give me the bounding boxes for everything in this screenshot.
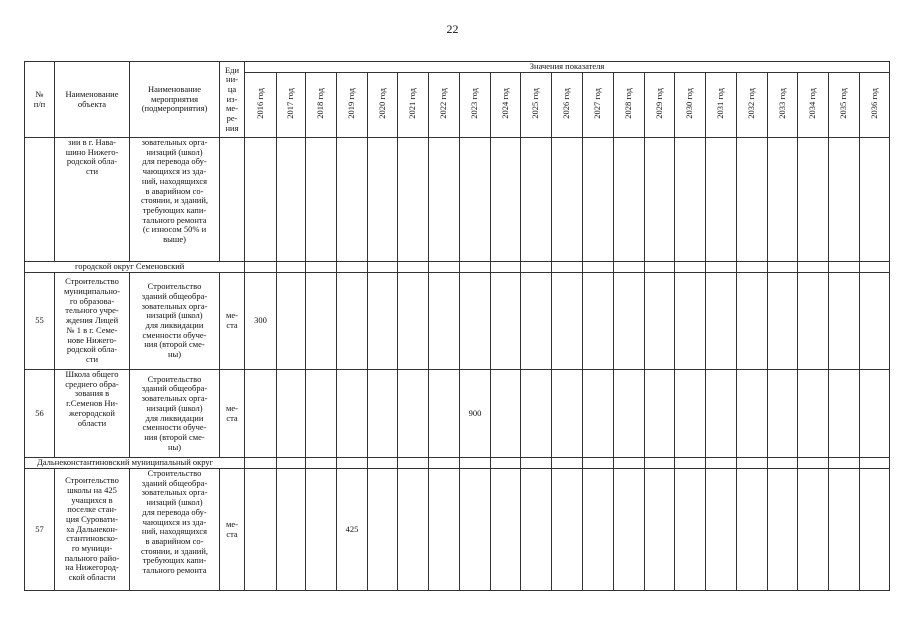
value-cell xyxy=(675,138,706,262)
value-cell xyxy=(306,138,337,262)
value-cell xyxy=(398,469,429,591)
value-cell xyxy=(429,458,460,469)
value-cell xyxy=(337,370,368,458)
value-cell xyxy=(460,458,491,469)
value-cell xyxy=(614,273,645,370)
year-label: 2030 год xyxy=(684,88,695,120)
year-label: 2031 год xyxy=(715,88,726,120)
year-label: 2026 год xyxy=(561,88,572,120)
value-cell xyxy=(491,458,521,469)
row-unit: ме- ста xyxy=(220,370,245,458)
value-cell xyxy=(491,370,521,458)
value-cell xyxy=(798,458,829,469)
row-object: Школа общего среднего обра- зования в г.Семенов Ни- жегородской области xyxy=(55,370,130,458)
value-cell xyxy=(245,138,277,262)
value-cell xyxy=(429,370,460,458)
value-cell xyxy=(737,273,768,370)
year-label: 2016 год xyxy=(254,88,265,120)
value-cell xyxy=(706,273,737,370)
year-header xyxy=(460,73,491,138)
year-header xyxy=(829,73,860,138)
value-cell xyxy=(460,469,491,591)
year-header xyxy=(337,73,368,138)
value-cell xyxy=(614,469,645,591)
value-cell xyxy=(429,262,460,273)
year-label: 2033 год xyxy=(776,88,787,120)
value-cell xyxy=(706,458,737,469)
value-cell xyxy=(829,370,860,458)
value-cell xyxy=(798,262,829,273)
value-cell xyxy=(398,262,429,273)
row-num: 55 xyxy=(25,273,55,370)
year-label: 2018 год xyxy=(315,88,326,120)
value-cell xyxy=(368,262,398,273)
year-header xyxy=(645,73,675,138)
value-cell: 425 xyxy=(337,469,368,591)
value-cell xyxy=(583,458,614,469)
header-measure: Наименование мероприятия (подмероприятия) xyxy=(130,62,220,138)
value-cell xyxy=(860,370,890,458)
value-cell xyxy=(306,458,337,469)
header-values: Значения показателя xyxy=(245,62,890,73)
year-label: 2029 год xyxy=(653,88,664,120)
value-cell xyxy=(706,469,737,591)
value-cell xyxy=(277,458,306,469)
value-cell xyxy=(614,262,645,273)
value-cell xyxy=(552,458,583,469)
year-label: 2034 год xyxy=(807,88,818,120)
row-num: 57 xyxy=(25,469,55,591)
value-cell xyxy=(645,138,675,262)
value-cell xyxy=(460,138,491,262)
indicator-table xyxy=(24,61,890,591)
table-row xyxy=(25,370,890,458)
value-cell xyxy=(798,138,829,262)
section-title: городской округ Семеновский xyxy=(25,262,245,273)
value-cell xyxy=(398,138,429,262)
value-cell xyxy=(277,273,306,370)
row-object: Строительство муниципально- го образова- тельного учре- ждения Лицей № 1 в г. Семе- нове Нижего- родской обла- сти xyxy=(55,273,130,370)
value-cell xyxy=(398,273,429,370)
value-cell xyxy=(368,458,398,469)
year-label: 2027 год xyxy=(592,88,603,120)
value-cell xyxy=(675,469,706,591)
year-label: 2020 год xyxy=(376,88,387,120)
year-label: 2028 год xyxy=(623,88,634,120)
value-cell xyxy=(829,458,860,469)
section-row-dalnekonst xyxy=(25,458,890,469)
value-cell xyxy=(583,370,614,458)
value-cell xyxy=(491,138,521,262)
value-cell xyxy=(552,262,583,273)
year-header xyxy=(521,73,552,138)
value-cell xyxy=(277,138,306,262)
section-row-semenov xyxy=(25,262,890,273)
continuation-row xyxy=(25,138,890,262)
value-cell xyxy=(798,273,829,370)
value-cell xyxy=(614,458,645,469)
value-cell xyxy=(337,138,368,262)
value-cell xyxy=(645,262,675,273)
value-cell xyxy=(737,262,768,273)
year-label: 2019 год xyxy=(346,88,357,120)
value-cell xyxy=(552,138,583,262)
value-cell xyxy=(491,273,521,370)
value-cell xyxy=(306,370,337,458)
header-num: № п/п xyxy=(25,62,55,138)
value-cell xyxy=(429,469,460,591)
value-cell xyxy=(552,273,583,370)
year-label: 2035 год xyxy=(838,88,849,120)
row-unit: ме- ста xyxy=(220,273,245,370)
value-cell xyxy=(860,262,890,273)
continuation-num xyxy=(25,138,55,262)
value-cell xyxy=(706,138,737,262)
year-label: 2023 год xyxy=(469,88,480,120)
value-cell xyxy=(675,273,706,370)
value-cell xyxy=(583,262,614,273)
value-cell xyxy=(706,370,737,458)
value-cell xyxy=(583,273,614,370)
value-cell xyxy=(829,262,860,273)
value-cell xyxy=(337,273,368,370)
year-header xyxy=(277,73,306,138)
value-cell: 300 xyxy=(245,273,277,370)
value-cell xyxy=(429,273,460,370)
value-cell xyxy=(368,273,398,370)
value-cell xyxy=(737,138,768,262)
continuation-object: зии в г. Нава- шино Нижего- родской обла- сти xyxy=(55,138,130,262)
value-cell xyxy=(737,458,768,469)
value-cell xyxy=(860,458,890,469)
value-cell xyxy=(645,458,675,469)
value-cell xyxy=(337,262,368,273)
value-cell xyxy=(245,262,277,273)
value-cell xyxy=(491,469,521,591)
value-cell xyxy=(460,262,491,273)
year-label: 2025 год xyxy=(530,88,541,120)
row-num: 56 xyxy=(25,370,55,458)
year-header xyxy=(429,73,460,138)
continuation-unit xyxy=(220,138,245,262)
header-unit: Еди ни- ца из- ме- ре- ния xyxy=(220,62,245,138)
value-cell xyxy=(860,138,890,262)
page-number: 22 xyxy=(446,22,459,36)
year-header xyxy=(798,73,829,138)
value-cell xyxy=(675,370,706,458)
value-cell xyxy=(583,469,614,591)
value-cell xyxy=(768,370,798,458)
value-cell xyxy=(245,370,277,458)
table-row xyxy=(25,273,890,370)
year-header xyxy=(583,73,614,138)
value-cell xyxy=(491,262,521,273)
value-cell xyxy=(737,370,768,458)
year-label: 2017 год xyxy=(285,88,296,120)
value-cell xyxy=(645,469,675,591)
year-label: 2024 год xyxy=(499,88,510,120)
value-cell xyxy=(829,138,860,262)
value-cell xyxy=(398,458,429,469)
year-label: 2032 год xyxy=(746,88,757,120)
value-cell xyxy=(521,273,552,370)
table-row xyxy=(25,469,890,591)
year-header xyxy=(675,73,706,138)
value-cell xyxy=(521,458,552,469)
year-header xyxy=(614,73,645,138)
value-cell xyxy=(860,469,890,591)
year-header xyxy=(306,73,337,138)
value-cell xyxy=(798,469,829,591)
value-cell xyxy=(614,138,645,262)
value-cell xyxy=(245,458,277,469)
value-cell xyxy=(768,458,798,469)
value-cell xyxy=(860,273,890,370)
row-measure: Строительство зданий общеобра- зовательных орга- низаций (школ) для ликвидации сменности обуче- ния (второй сме- ны) xyxy=(130,273,220,370)
value-cell xyxy=(429,138,460,262)
value-cell xyxy=(277,469,306,591)
value-cell xyxy=(614,370,645,458)
value-cell xyxy=(368,370,398,458)
value-cell xyxy=(398,370,429,458)
value-cell xyxy=(368,138,398,262)
year-header xyxy=(706,73,737,138)
value-cell xyxy=(306,273,337,370)
value-cell xyxy=(829,469,860,591)
year-label: 2036 год xyxy=(868,88,879,120)
value-cell xyxy=(306,262,337,273)
header-object: Наименование объекта xyxy=(55,62,130,138)
value-cell xyxy=(277,262,306,273)
value-cell xyxy=(768,262,798,273)
value-cell xyxy=(521,138,552,262)
value-cell xyxy=(368,469,398,591)
row-measure: Строительство зданий общеобра- зовательных орга- низаций (школ) для ликвидации сменности обуче- ния (второй сме- ны) xyxy=(130,370,220,458)
year-header xyxy=(368,73,398,138)
year-header xyxy=(860,73,890,138)
value-cell xyxy=(645,370,675,458)
value-cell xyxy=(306,469,337,591)
value-cell xyxy=(337,458,368,469)
year-header xyxy=(552,73,583,138)
value-cell xyxy=(737,469,768,591)
value-cell xyxy=(798,370,829,458)
value-cell xyxy=(768,138,798,262)
value-cell: 900 xyxy=(460,370,491,458)
value-cell xyxy=(245,469,277,591)
value-cell xyxy=(552,469,583,591)
row-object: Строительство школы на 425 учащихся в поселке стан- ция Суровати- ха Дальнекон- стантиновско- го муници- пального райо- на Нижегород- ской области xyxy=(55,469,130,591)
value-cell xyxy=(521,469,552,591)
section-title: Дальнеконстантиновский муниципальный округ xyxy=(25,458,245,469)
year-label: 2022 год xyxy=(438,88,449,120)
value-cell xyxy=(277,370,306,458)
value-cell xyxy=(706,262,737,273)
value-cell xyxy=(521,370,552,458)
value-cell xyxy=(583,138,614,262)
value-cell xyxy=(768,273,798,370)
value-cell xyxy=(675,262,706,273)
year-header xyxy=(245,73,277,138)
value-cell xyxy=(675,458,706,469)
year-header xyxy=(491,73,521,138)
value-cell xyxy=(460,273,491,370)
row-measure: Строительство зданий общеобра- зовательных орга- низаций (школ) для перевода обу- чающихся из зда- ний, находящихся в аварийном со- стоянии, и зданий, требующих капи- тального ремонта xyxy=(130,469,220,591)
year-header xyxy=(737,73,768,138)
year-label: 2021 год xyxy=(407,88,418,120)
year-header xyxy=(768,73,798,138)
value-cell xyxy=(552,370,583,458)
value-cell xyxy=(521,262,552,273)
value-cell xyxy=(645,273,675,370)
value-cell xyxy=(768,469,798,591)
value-cell xyxy=(829,273,860,370)
year-header xyxy=(398,73,429,138)
row-unit: ме- ста xyxy=(220,469,245,591)
continuation-measure: зовательных орга- низаций (школ) для перевода обу- чающихся из зда- ний, находящихся в аварийном со- стоянии, и зданий, требующих капи- тального ремонта (с износом 50% и выше) xyxy=(130,138,220,262)
